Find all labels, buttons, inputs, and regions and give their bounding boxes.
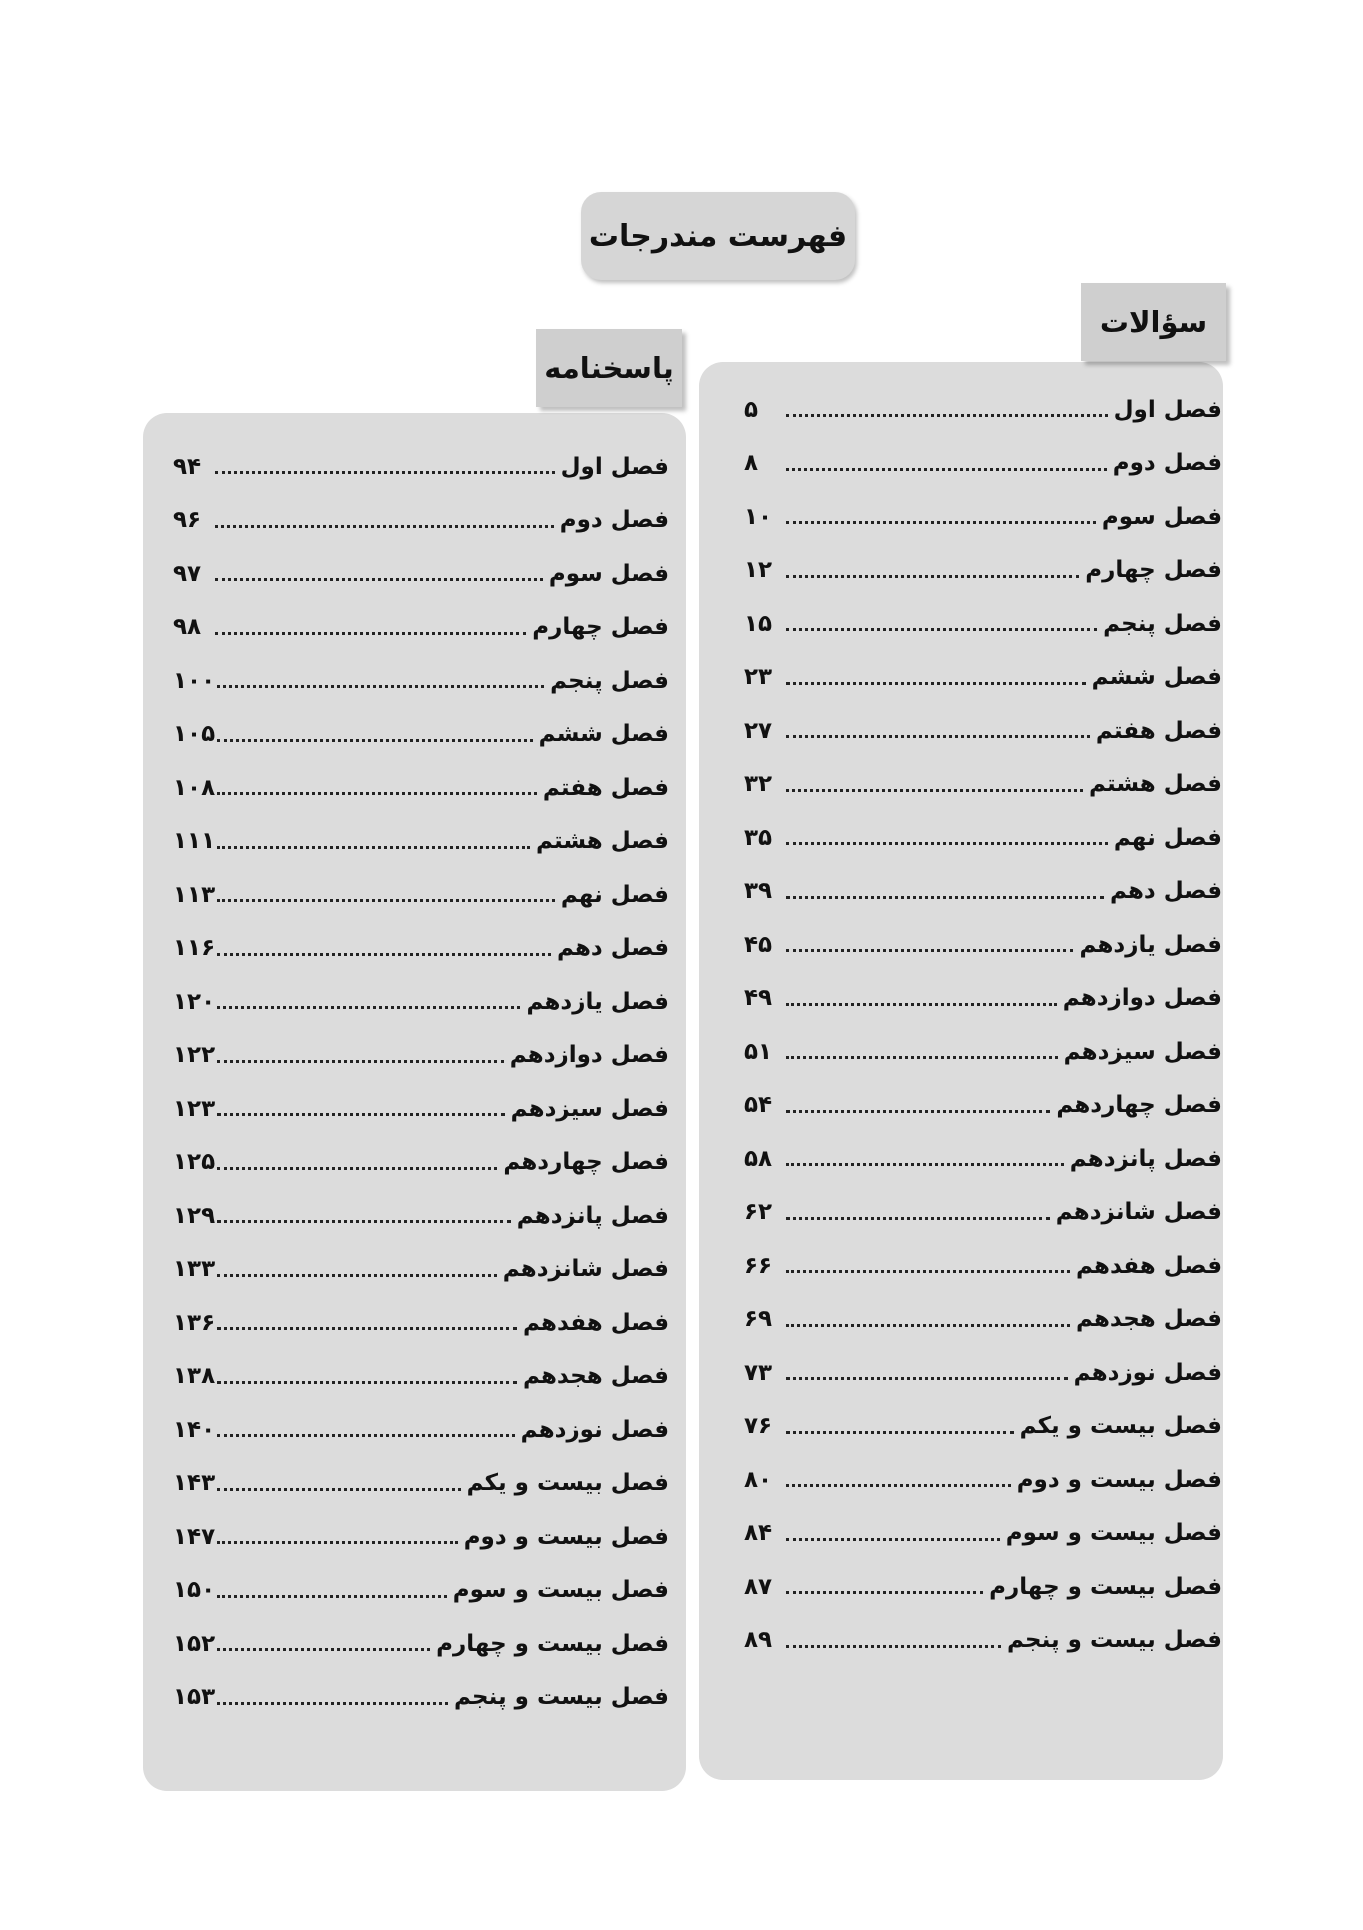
toc-entry[interactable] <box>744 1079 1222 1133</box>
toc-entry[interactable] <box>744 865 1222 919</box>
toc-entry-label: فصل اول <box>560 453 669 480</box>
toc-entry-label: فصل نوزدهم <box>1073 1359 1222 1386</box>
dot-leader <box>217 846 530 849</box>
toc-entry[interactable] <box>173 1510 669 1564</box>
toc-entry[interactable] <box>744 1025 1222 1079</box>
toc-entry-page: ۶۹ <box>744 1306 773 1333</box>
toc-entry[interactable] <box>173 547 669 601</box>
dot-leader <box>217 1327 517 1330</box>
toc-entry-label: فصل سوم <box>548 560 669 587</box>
toc-entry[interactable] <box>173 1029 669 1083</box>
toc-entry-page: ۹۶ <box>173 507 202 534</box>
toc-entry[interactable] <box>744 383 1222 437</box>
dot-leader <box>786 414 1108 417</box>
toc-entry-label: فصل نوزدهم <box>520 1416 669 1443</box>
toc-entry-label: فصل یازدهم <box>1079 931 1222 958</box>
toc-entry-label: فصل ششم <box>538 721 669 748</box>
toc-entry-label: فصل بیست و سوم <box>452 1577 669 1604</box>
toc-entry-page: ۵۱ <box>744 1038 773 1065</box>
toc-entry-page: ۱۳۳ <box>173 1256 216 1283</box>
toc-entry[interactable] <box>744 811 1222 865</box>
toc-entry[interactable] <box>744 437 1222 491</box>
toc-entry-page: ۱۵۰ <box>173 1577 216 1604</box>
toc-entry-page: ۱۳۶ <box>173 1309 216 1336</box>
toc-entry[interactable] <box>744 704 1222 758</box>
toc-entry-page: ۴۹ <box>744 985 773 1012</box>
toc-entry-page: ۹۴ <box>173 453 202 480</box>
toc-entry-page: ۴۵ <box>744 931 773 958</box>
toc-entry-label: فصل چهارم <box>532 614 669 641</box>
toc-entry-page: ۱۰۸ <box>173 774 216 801</box>
toc-entry[interactable] <box>173 440 669 494</box>
dot-leader <box>786 1484 1011 1487</box>
dot-leader <box>786 1538 1000 1541</box>
toc-entry-label: فصل شانزدهم <box>1055 1199 1222 1226</box>
dot-leader <box>217 1006 520 1009</box>
dot-leader <box>786 789 1083 792</box>
toc-entry-label: فصل سیزدهم <box>510 1095 669 1122</box>
toc-entry-page: ۱۲۰ <box>173 988 216 1015</box>
toc-entry[interactable] <box>173 1243 669 1297</box>
toc-entry[interactable] <box>173 1136 669 1190</box>
toc-entry-label: فصل هجدهم <box>522 1363 669 1390</box>
toc-entry-page: ۱۰۰ <box>173 667 216 694</box>
toc-entry-page: ۱۱۳ <box>173 881 216 908</box>
toc-entry-label: فصل یازدهم <box>526 988 669 1015</box>
toc-entry-page: ۵۴ <box>744 1092 773 1119</box>
toc-entry-label: فصل هفتم <box>1095 717 1222 744</box>
dot-leader <box>217 1702 448 1705</box>
dot-leader <box>215 471 555 474</box>
dot-leader <box>786 1003 1057 1006</box>
dot-leader <box>786 521 1096 524</box>
toc-entry-label: فصل بیست و دوم <box>463 1523 669 1550</box>
toc-entry[interactable] <box>744 1400 1222 1454</box>
toc-entry-label: فصل بیست و پنجم <box>1007 1627 1222 1654</box>
toc-entry-label: فصل بیست و یکم <box>466 1470 669 1497</box>
toc-entry-page: ۶۶ <box>744 1252 773 1279</box>
toc-entry-label: فصل بیست و دوم <box>1016 1466 1222 1493</box>
toc-entry-page: ۱۲ <box>744 557 773 584</box>
toc-entry-page: ۵۸ <box>744 1145 773 1172</box>
toc-entry-label: فصل هفتم <box>542 774 669 801</box>
toc-entry[interactable] <box>744 1186 1222 1240</box>
page-title: فهرست مندرجات <box>581 192 855 280</box>
toc-entry-label: فصل پنجم <box>550 667 669 694</box>
dot-leader <box>786 842 1108 845</box>
toc-entry-label: فصل دوم <box>559 507 669 534</box>
toc-entry-page: ۳۵ <box>744 824 773 851</box>
toc-entry-page: ۱۴۳ <box>173 1470 216 1497</box>
toc-entry[interactable] <box>173 1403 669 1457</box>
dot-leader <box>786 1217 1050 1220</box>
dot-leader <box>786 1645 1001 1648</box>
dot-leader <box>217 1541 458 1544</box>
toc-entry-label: فصل هشتم <box>1088 771 1222 798</box>
toc-entry[interactable] <box>744 1132 1222 1186</box>
toc-entry[interactable] <box>744 972 1222 1026</box>
toc-entry[interactable] <box>744 1293 1222 1347</box>
toc-entry-label: فصل بیست و چهارم <box>436 1630 669 1657</box>
toc-entry[interactable] <box>173 1350 669 1404</box>
toc-entry-page: ۹۸ <box>173 614 202 641</box>
toc-entry[interactable] <box>173 494 669 548</box>
dot-leader <box>786 575 1079 578</box>
dot-leader <box>215 632 526 635</box>
toc-entry[interactable] <box>744 1614 1222 1668</box>
toc-entry[interactable] <box>173 815 669 869</box>
toc-entry-page: ۲۳ <box>744 664 773 691</box>
dot-leader <box>217 1488 460 1491</box>
dot-leader <box>217 1381 517 1384</box>
toc-entry-page: ۱۲۲ <box>173 1042 216 1069</box>
toc-entry[interactable] <box>744 597 1222 651</box>
toc-entry-page: ۱۲۹ <box>173 1202 216 1229</box>
toc-entry-label: فصل پانزدهم <box>1069 1145 1222 1172</box>
toc-entry-label: فصل سیزدهم <box>1063 1038 1222 1065</box>
toc-entry-label: فصل دهم <box>556 935 669 962</box>
dot-leader <box>217 1274 497 1277</box>
toc-entry-label: فصل هفدهم <box>1075 1252 1222 1279</box>
dot-leader <box>217 953 551 956</box>
dot-leader <box>217 739 533 742</box>
toc-entry[interactable] <box>744 1453 1222 1507</box>
dot-leader <box>786 949 1073 952</box>
toc-entry-label: فصل پنجم <box>1103 610 1222 637</box>
toc-entry-page: ۸۹ <box>744 1627 773 1654</box>
toc-entry[interactable] <box>744 1239 1222 1293</box>
toc-entry-page: ۱۱۱ <box>173 828 216 855</box>
toc-entry-page: ۱۴۰ <box>173 1416 216 1443</box>
toc-entry-page: ۲۷ <box>744 717 773 744</box>
toc-entry-label: فصل چهاردهم <box>503 1149 669 1176</box>
dot-leader <box>786 735 1090 738</box>
toc-entry-label: فصل هجدهم <box>1075 1306 1222 1333</box>
toc-entry-page: ۸۴ <box>744 1520 773 1547</box>
dot-leader <box>786 1591 983 1594</box>
dot-leader <box>786 1377 1068 1380</box>
toc-entry[interactable] <box>744 918 1222 972</box>
toc-entry-label: فصل اول <box>1113 396 1222 423</box>
toc-entry[interactable] <box>173 975 669 1029</box>
dot-leader <box>786 468 1107 471</box>
toc-entry-label: فصل هشتم <box>535 828 669 855</box>
toc-entry[interactable] <box>744 544 1222 598</box>
dot-leader <box>217 1060 504 1063</box>
toc-entry[interactable] <box>173 654 669 708</box>
answers-heading: پاسخنامه <box>536 329 682 407</box>
toc-entry[interactable] <box>173 868 669 922</box>
dot-leader <box>786 682 1086 685</box>
toc-entry-label: فصل دهم <box>1109 878 1222 905</box>
dot-leader <box>215 525 554 528</box>
dot-leader <box>786 1110 1050 1113</box>
toc-entry[interactable] <box>173 1457 669 1511</box>
toc-entry[interactable] <box>744 1560 1222 1614</box>
dot-leader <box>217 1595 447 1598</box>
toc-entry-page: ۱۵۲ <box>173 1630 216 1657</box>
dot-leader <box>217 1220 511 1223</box>
toc-entry-label: فصل دوم <box>1112 450 1222 477</box>
toc-entry-page: ۱۱۶ <box>173 935 216 962</box>
dot-leader <box>217 1648 430 1651</box>
dot-leader <box>217 1434 515 1437</box>
toc-entry[interactable] <box>173 1671 669 1725</box>
toc-entry-label: فصل نهم <box>560 881 669 908</box>
dot-leader <box>786 1431 1014 1434</box>
toc-entry[interactable] <box>173 601 669 655</box>
toc-entry-label: فصل چهاردهم <box>1056 1092 1222 1119</box>
toc-entry-page: ۱۲۳ <box>173 1095 216 1122</box>
toc-entry-label: فصل سوم <box>1101 503 1222 530</box>
toc-entry-page: ۵ <box>744 396 759 423</box>
toc-entry-label: فصل چهارم <box>1085 557 1222 584</box>
toc-entry-page: ۱۰ <box>744 503 773 530</box>
toc-entry-page: ۷۶ <box>744 1413 773 1440</box>
toc-entry-page: ۱۰۵ <box>173 721 216 748</box>
dot-leader <box>786 1056 1058 1059</box>
toc-entry-page: ۱۲۵ <box>173 1149 216 1176</box>
toc-entry[interactable] <box>744 1507 1222 1561</box>
dot-leader <box>786 1324 1070 1327</box>
toc-entry[interactable] <box>173 708 669 762</box>
dot-leader <box>217 1167 497 1170</box>
questions-list <box>744 383 1222 1667</box>
toc-entry[interactable] <box>173 922 669 976</box>
toc-entry-label: فصل بیست و یکم <box>1019 1413 1222 1440</box>
toc-entry-page: ۸ <box>744 450 759 477</box>
dot-leader <box>786 1163 1064 1166</box>
toc-entry[interactable] <box>173 761 669 815</box>
toc-entry-page: ۱۴۷ <box>173 1523 216 1550</box>
answers-list <box>173 440 669 1724</box>
toc-entry-label: فصل ششم <box>1091 664 1222 691</box>
toc-entry-page: ۳۲ <box>744 771 773 798</box>
toc-entry-page: ۸۰ <box>744 1466 773 1493</box>
toc-entry-label: فصل بیست و سوم <box>1005 1520 1222 1547</box>
questions-heading: سؤالات <box>1081 283 1226 361</box>
toc-entry-page: ۱۵۳ <box>173 1684 216 1711</box>
dot-leader <box>217 1113 505 1116</box>
toc-entry[interactable] <box>173 1617 669 1671</box>
toc-entry[interactable] <box>744 758 1222 812</box>
toc-entry-label: فصل هفدهم <box>522 1309 669 1336</box>
toc-entry-label: فصل نهم <box>1113 824 1222 851</box>
dot-leader <box>215 578 543 581</box>
toc-entry-page: ۸۷ <box>744 1573 773 1600</box>
toc-entry-label: فصل بیست و چهارم <box>989 1573 1222 1600</box>
toc-entry[interactable] <box>744 490 1222 544</box>
toc-entry-label: فصل شانزدهم <box>502 1256 669 1283</box>
toc-entry-page: ۹۷ <box>173 560 202 587</box>
toc-entry-page: ۱۳۸ <box>173 1363 216 1390</box>
dot-leader <box>786 628 1097 631</box>
toc-entry-page: ۶۲ <box>744 1199 773 1226</box>
toc-entry-page: ۷۳ <box>744 1359 773 1386</box>
dot-leader <box>786 1270 1070 1273</box>
dot-leader <box>217 792 537 795</box>
toc-entry[interactable] <box>173 1189 669 1243</box>
dot-leader <box>786 896 1104 899</box>
toc-entry[interactable] <box>173 1082 669 1136</box>
toc-entry-label: فصل دوازدهم <box>1062 985 1222 1012</box>
toc-entry[interactable] <box>173 1296 669 1350</box>
toc-entry-label: فصل دوازدهم <box>509 1042 669 1069</box>
toc-entry[interactable] <box>744 1346 1222 1400</box>
toc-entry[interactable] <box>173 1564 669 1618</box>
toc-entry-page: ۱۵ <box>744 610 773 637</box>
dot-leader <box>217 685 544 688</box>
toc-entry-label: فصل پانزدهم <box>516 1202 669 1229</box>
toc-entry-page: ۳۹ <box>744 878 773 905</box>
toc-entry[interactable] <box>744 651 1222 705</box>
dot-leader <box>217 899 555 902</box>
toc-entry-label: فصل بیست و پنجم <box>454 1684 669 1711</box>
